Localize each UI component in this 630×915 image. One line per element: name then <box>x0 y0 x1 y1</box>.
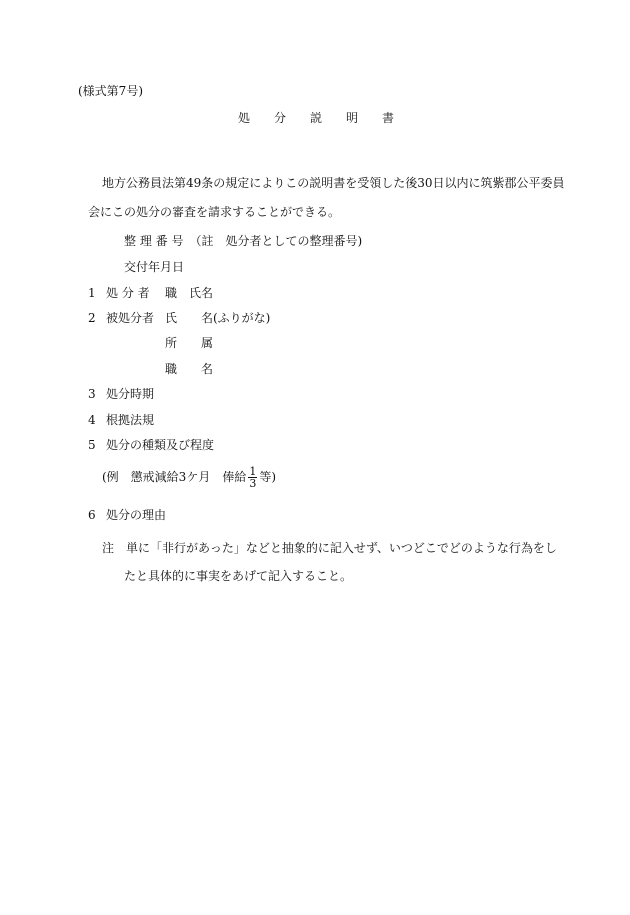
document-title: 処 分 説 明 書 <box>238 111 395 125</box>
item-number: 6 <box>88 508 96 522</box>
item-label-disposal-date: 処分時期 <box>106 387 155 401</box>
item-label-disposer: 処 分 者 <box>106 286 150 300</box>
item-value-name: 氏 名(ふりがな) <box>165 311 271 325</box>
item-number: 3 <box>88 387 96 401</box>
issue-date-row: 交付年月日 <box>124 260 185 274</box>
item-number: 5 <box>88 438 96 452</box>
item-label-disposal-reason: 処分の理由 <box>106 508 167 522</box>
example-text <box>102 464 276 490</box>
note-line2: たと具体的に事実をあげて記入すること。 <box>124 569 353 583</box>
example-prefix: (例 懲戒減給3ケ月 俸給 <box>102 470 247 484</box>
fraction-denominator: 3 <box>249 477 257 490</box>
form-number: (様式第7号) <box>78 84 143 98</box>
item-number: 4 <box>88 413 96 427</box>
item-label-legal-basis: 根拠法規 <box>106 413 155 427</box>
example-suffix: 等) <box>259 470 277 484</box>
fraction-numerator: 1 <box>249 465 257 478</box>
item-number: 2 <box>88 311 96 325</box>
reference-number-row: 整 理 番 号 （註 処分者としての整理番号) <box>124 234 363 248</box>
intro-text-line2: 会にこの処分の審査を請求することができる。 <box>88 205 341 219</box>
item-value-position: 職 名 <box>165 362 214 376</box>
item-number: 1 <box>88 286 96 300</box>
item-value-affiliation: 所 属 <box>165 336 214 350</box>
intro-text-line1: 地方公務員法第49条の規定によりこの説明書を受領した後30日以内に筑紫郡公平委員 <box>102 176 565 190</box>
fraction <box>248 466 257 489</box>
item-value-disposer: 職 氏名 <box>165 286 214 300</box>
note-line1: 注 単に「非行があった」などと抽象的に記入せず、いつどこでどのような行為をし <box>102 541 557 555</box>
item-label-disposal-type: 処分の種類及び程度 <box>106 438 215 452</box>
item-label-disposed-person: 被処分者 <box>106 311 155 325</box>
